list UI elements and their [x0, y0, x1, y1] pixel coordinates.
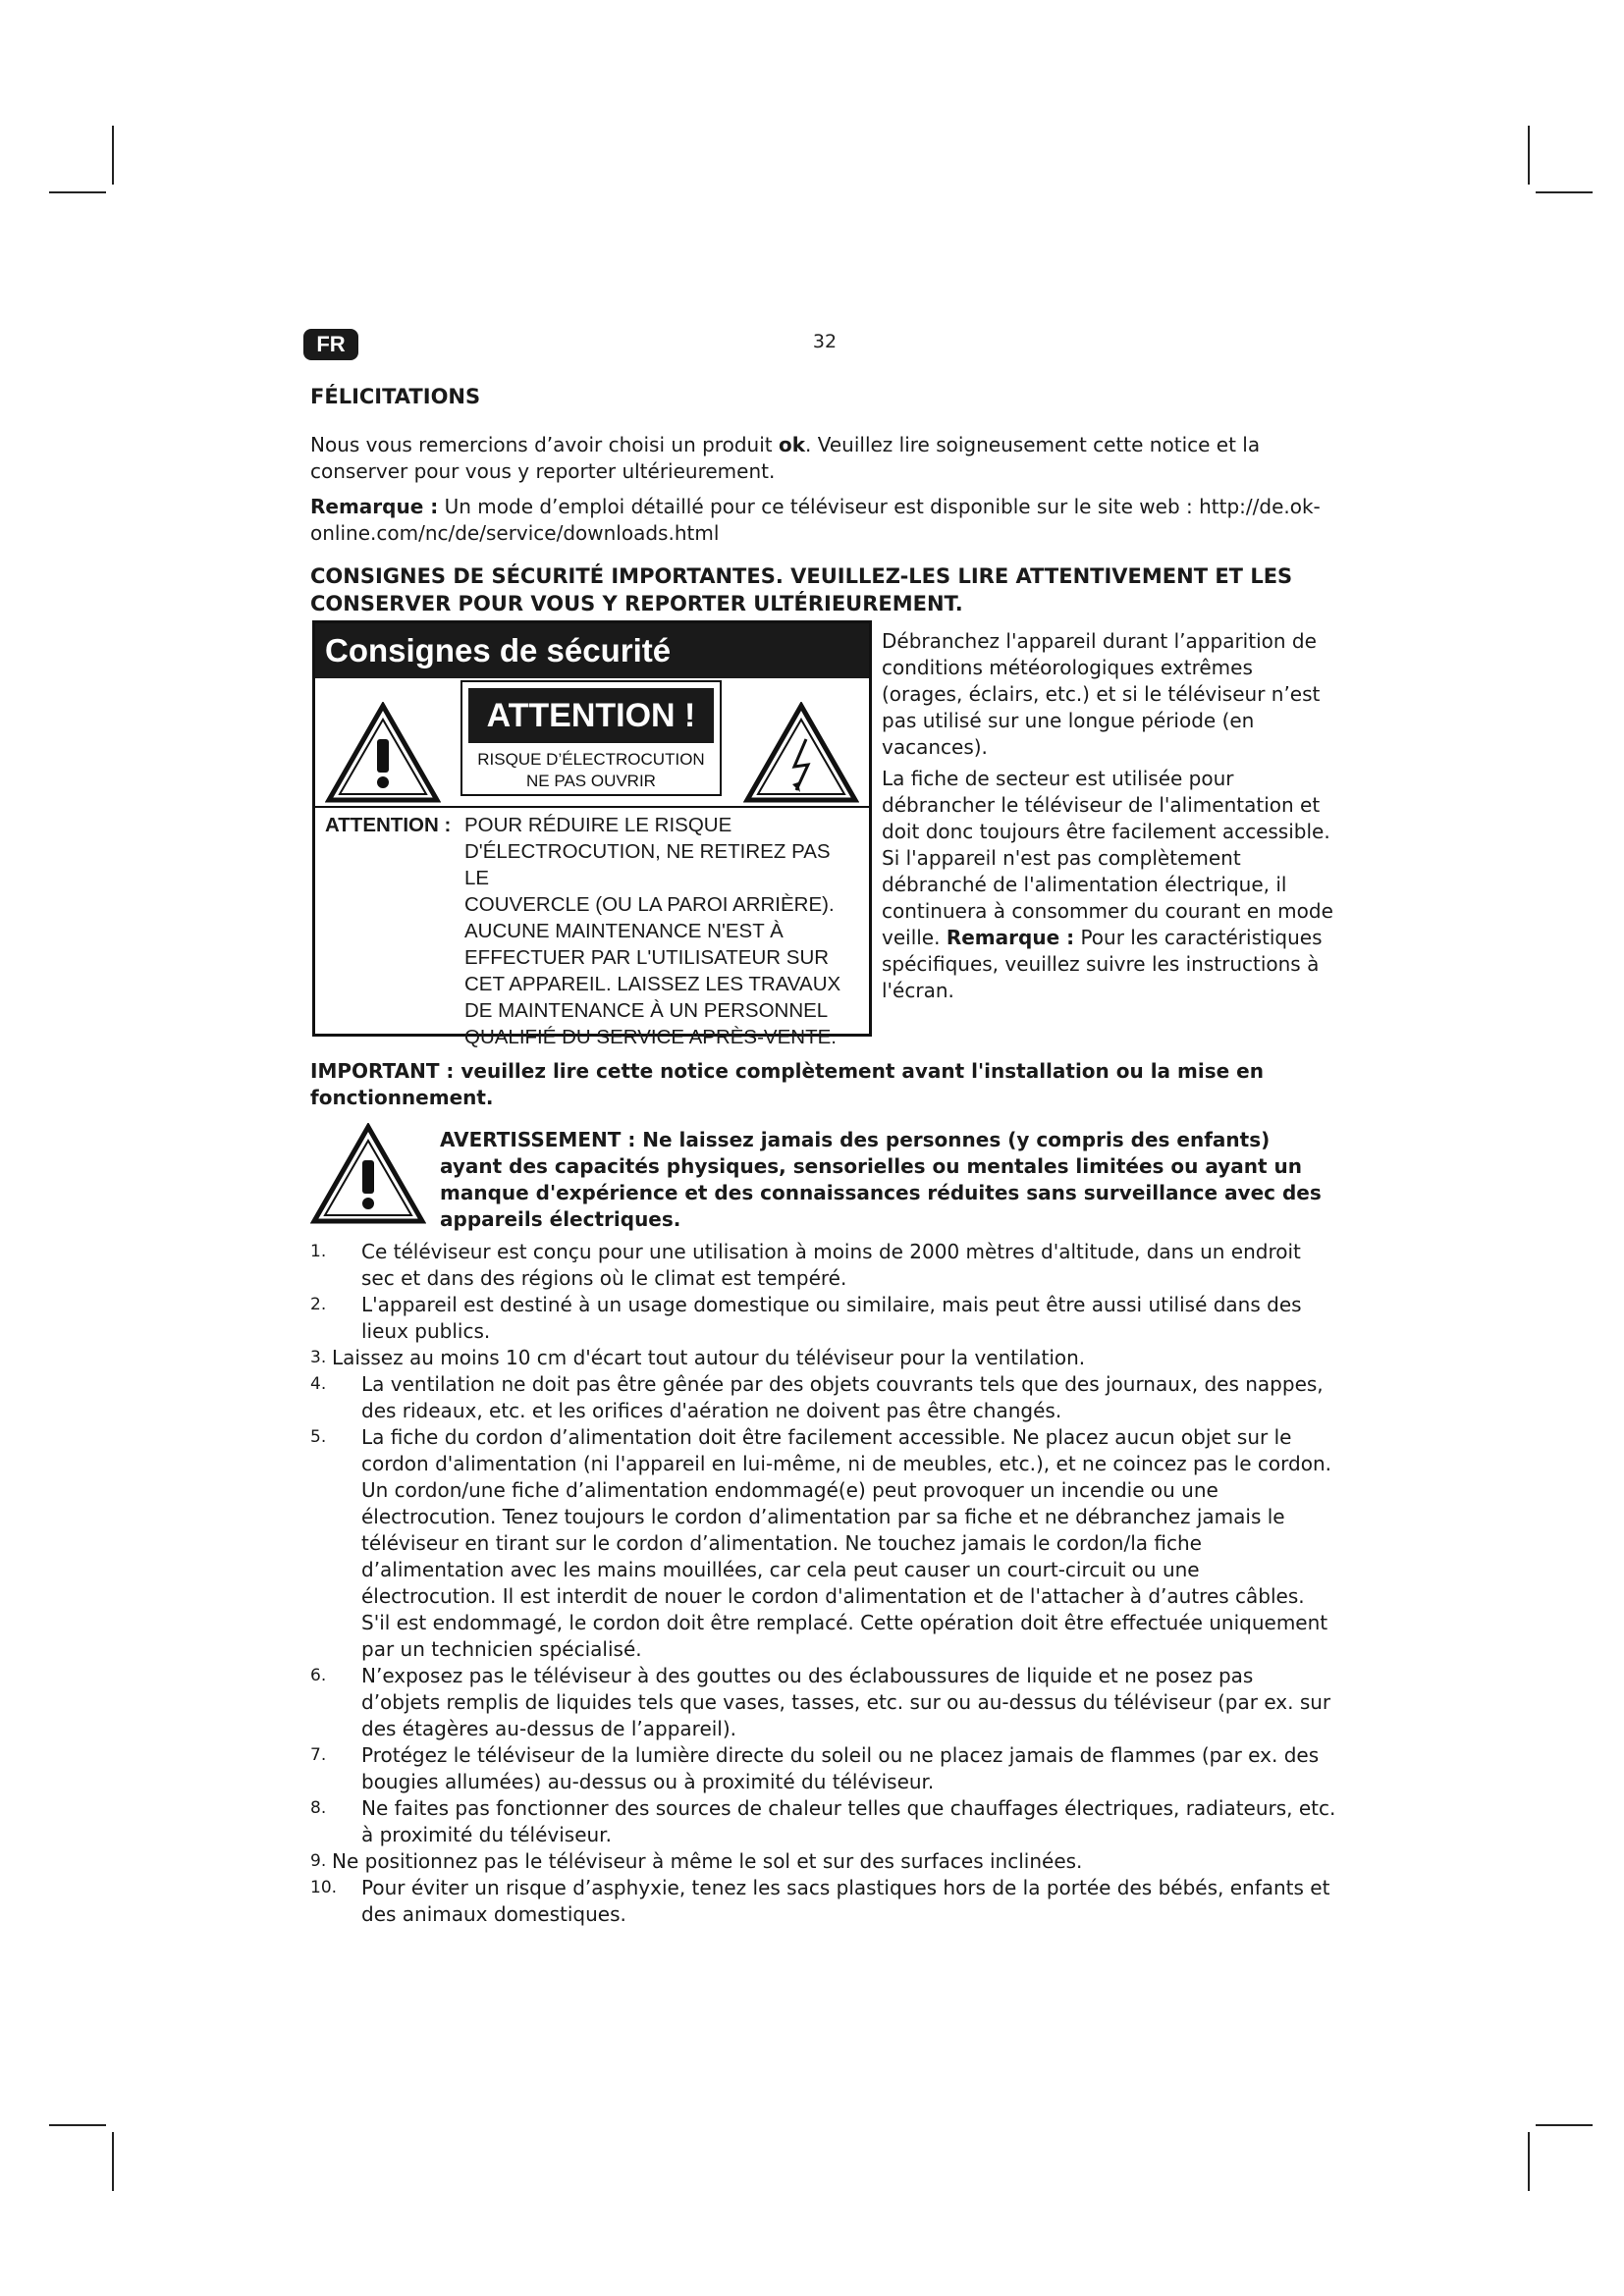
list-item-text: La fiche du cordon d’alimentation doit être facilement accessible. Ne placez aucun objet sur le cordon d'alimentation (ni l'appareil en lui-même, ni de meubles, etc.), et ne coincez pas le cordon. Un cordon/une fiche d’alimentation endommagé(e) peut provoquer un incendie ou une électrocution. Tenez toujours le cordon d’alimentation par sa fiche et ne débranchez jamais le téléviseur en tirant sur le cordon d’alimentation. Ne touchez jamais le cordon/la fiche d’alimentation avec les mains mouillées, car cela peut causer un court-circuit ou une électrocution. Il est interdit de nouer le cordon d'alimentation et de l'attacher à d’autres câbles. S'il est endommagé, le cordon doit être remplacé. Cette opération doit être effectuée uniquement par un technicien spécialisé. [361, 1425, 1331, 1661]
warning-text: AVERTISSEMENT : Ne laissez jamais des personnes (y compris des enfants) ayant des capacités physiques, sensorielles ou mentales limitées ou ayant un manque d'expérience et des connaissances réduites sans surveillance avec des appareils électriques. [440, 1128, 1322, 1231]
side-paragraph-2-end: Pour les caractéristiques spécifiques, veuillez suivre les instructions à l'écran. [882, 926, 1323, 1002]
crop-mark-tr-v [1528, 126, 1530, 185]
attention-line: QUALIFIÉ DU SERVICE APRÈS-VENTE. [464, 1026, 837, 1048]
attention-line: DE MAINTENANCE À UN PERSONNEL [464, 999, 829, 1022]
safety-box-title: Consignes de sécurité [315, 623, 869, 678]
attention-sub-1: RISQUE D’ÉLECTROCUTION [477, 750, 705, 769]
box-divider [315, 806, 869, 808]
list-item-number: 9. [310, 1851, 327, 1871]
list-item-text: Ce téléviseur est conçu pour une utilisation à moins de 2000 mètres d'altitude, dans un endroit sec et dans des régions où le climat est tempéré. [361, 1240, 1301, 1290]
intro-note [310, 494, 1331, 547]
note-label: Remarque : [310, 495, 439, 518]
attention-line: AUCUNE MAINTENANCE N'EST À [464, 920, 784, 942]
crop-mark-br-v [1528, 2132, 1530, 2191]
list-item [310, 1424, 1336, 1663]
intro-heading: FÉLICITATIONS [310, 385, 481, 408]
list-item [310, 1292, 1336, 1345]
attention-line: D'ÉLECTROCUTION, NE RETIREZ PAS LE [464, 840, 831, 889]
list-item-text: Laissez au moins 10 cm d'écart tout autour du téléviseur pour la ventilation. [332, 1346, 1086, 1369]
list-item-text: La ventilation ne doit pas être gênée par des objets couvrants tels que des journaux, des nappes, des rideaux, etc. et les orifices d'aération ne doivent pas être changés. [361, 1372, 1324, 1422]
attention-line: CET APPAREIL. LAISSEZ LES TRAVAUX [464, 973, 841, 995]
note-text: Un mode d’emploi détaillé pour ce téléviseur est disponible sur le site web : http://de.ok-online.com/nc/de/service/downloads.html [310, 495, 1321, 545]
intro-thanks [310, 432, 1331, 485]
crop-mark-br-h [1536, 2124, 1593, 2126]
intro-thanks-end: . Veuillez lire soigneusement cette notice et la conserver pour vous y reporter ultérieurement. [310, 433, 1261, 483]
list-item-number: 5. [310, 1427, 327, 1447]
list-item-number: 2. [310, 1295, 327, 1314]
warning-triangle-icon [310, 1123, 426, 1225]
list-item-text: L'appareil est destiné à un usage domestique ou similaire, mais peut être aussi utilisé dans des lieux publics. [361, 1293, 1302, 1343]
list-item-number: 10. [310, 1878, 338, 1897]
list-item-text: Ne faites pas fonctionner des sources de chaleur telles que chauffages électriques, radiateurs, etc. à proximité du téléviseur. [361, 1796, 1336, 1846]
intro-thanks-start: Nous vous remercions d’avoir choisi un produit [310, 433, 779, 456]
attention-line: POUR RÉDUIRE LE RISQUE [464, 814, 732, 836]
side-column [882, 628, 1333, 1009]
attention-lines [464, 812, 855, 1050]
page-number: 32 [812, 331, 838, 352]
list-item [310, 1371, 1336, 1424]
list-item [310, 1848, 1336, 1875]
list-item-number: 7. [310, 1745, 327, 1765]
important-text: IMPORTANT : veuillez lire cette notice complètement avant l'installation ou la mise en fonctionnement. [310, 1059, 1264, 1109]
list-item-text: Ne positionnez pas le téléviseur à même le sol et sur des surfaces inclinées. [332, 1849, 1083, 1873]
lightning-triangle-icon [743, 702, 859, 804]
crop-mark-bl-v [112, 2132, 114, 2191]
crop-mark-bl-h [49, 2124, 106, 2126]
attention-text [325, 812, 855, 1050]
attention-label: ATTENTION : [325, 814, 452, 836]
attention-line: EFFECTUER PAR L'UTILISATEUR SUR [464, 946, 830, 969]
attention-line: COUVERCLE (OU LA PAROI ARRIÈRE). [464, 893, 835, 916]
important-section [310, 1058, 1331, 1111]
list-item [310, 1239, 1336, 1292]
side-paragraph-2-text: La fiche de secteur est utilisée pour débrancher le téléviseur de l'alimentation et doit donc toujours être facilement accessible. Si l'appareil n'est pas complètement débranché de l'alimentation électrique, il continuera à consommer du courant en mode veille. [882, 767, 1333, 949]
safety-heading: CONSIGNES DE SÉCURITÉ IMPORTANTES. VEUILLEZ-LES LIRE ATTENTIVEMENT ET LES CONSERVER POUR VOUS Y REPORTER ULTÉRIEUREMENT. [310, 564, 1293, 615]
list-item [310, 1875, 1336, 1928]
list-item-number: 1. [310, 1242, 327, 1261]
crop-mark-tl-h [49, 191, 106, 193]
list-item [310, 1663, 1336, 1742]
list-item-text: N’exposez pas le téléviseur à des gouttes ou des éclaboussures de liquide et ne posez pas d’objets remplis de liquides tels que vases, tasses, etc. sur ou au-dessus du téléviseur (par ex. sur des étagères au-dessus de l’appareil). [361, 1664, 1331, 1740]
list-item-number: 8. [310, 1798, 327, 1818]
intro-section [310, 383, 1331, 617]
crop-mark-tl-v [112, 126, 114, 185]
list-item [310, 1345, 1336, 1371]
side-paragraph-2 [882, 766, 1333, 1004]
attention-sub-2: NE PAS OUVRIR [526, 772, 656, 790]
safety-list [310, 1239, 1336, 1928]
list-item [310, 1742, 1336, 1795]
brand-name: ok [778, 433, 805, 456]
attention-title: ATTENTION ! [468, 688, 714, 743]
side-note-label: Remarque : [946, 926, 1075, 949]
side-paragraph-1: Débranchez l'appareil durant l’apparition de conditions météorologiques extrêmes (orages, éclairs, etc.) et si le téléviseur n’est pas utilisé sur une longue période (en vacances). [882, 629, 1321, 759]
list-item-text: Protégez le téléviseur de la lumière directe du soleil ou ne placez jamais de flammes (par ex. des bougies allumées) au-dessus ou à proximité du téléviseur. [361, 1743, 1320, 1793]
list-item-text: Pour éviter un risque d’asphyxie, tenez les sacs plastiques hors de la portée des bébés, enfants et des animaux domestiques. [361, 1876, 1330, 1926]
safety-warning-box [312, 620, 872, 1048]
list-item-number: 3. [310, 1348, 327, 1367]
list-item-number: 4. [310, 1374, 327, 1394]
list-item-number: 6. [310, 1666, 327, 1685]
language-badge: FR [303, 329, 358, 360]
list-item [310, 1795, 1336, 1848]
warning-triangle-icon [325, 702, 441, 804]
attention-block [460, 680, 722, 796]
crop-mark-tr-h [1536, 191, 1593, 193]
